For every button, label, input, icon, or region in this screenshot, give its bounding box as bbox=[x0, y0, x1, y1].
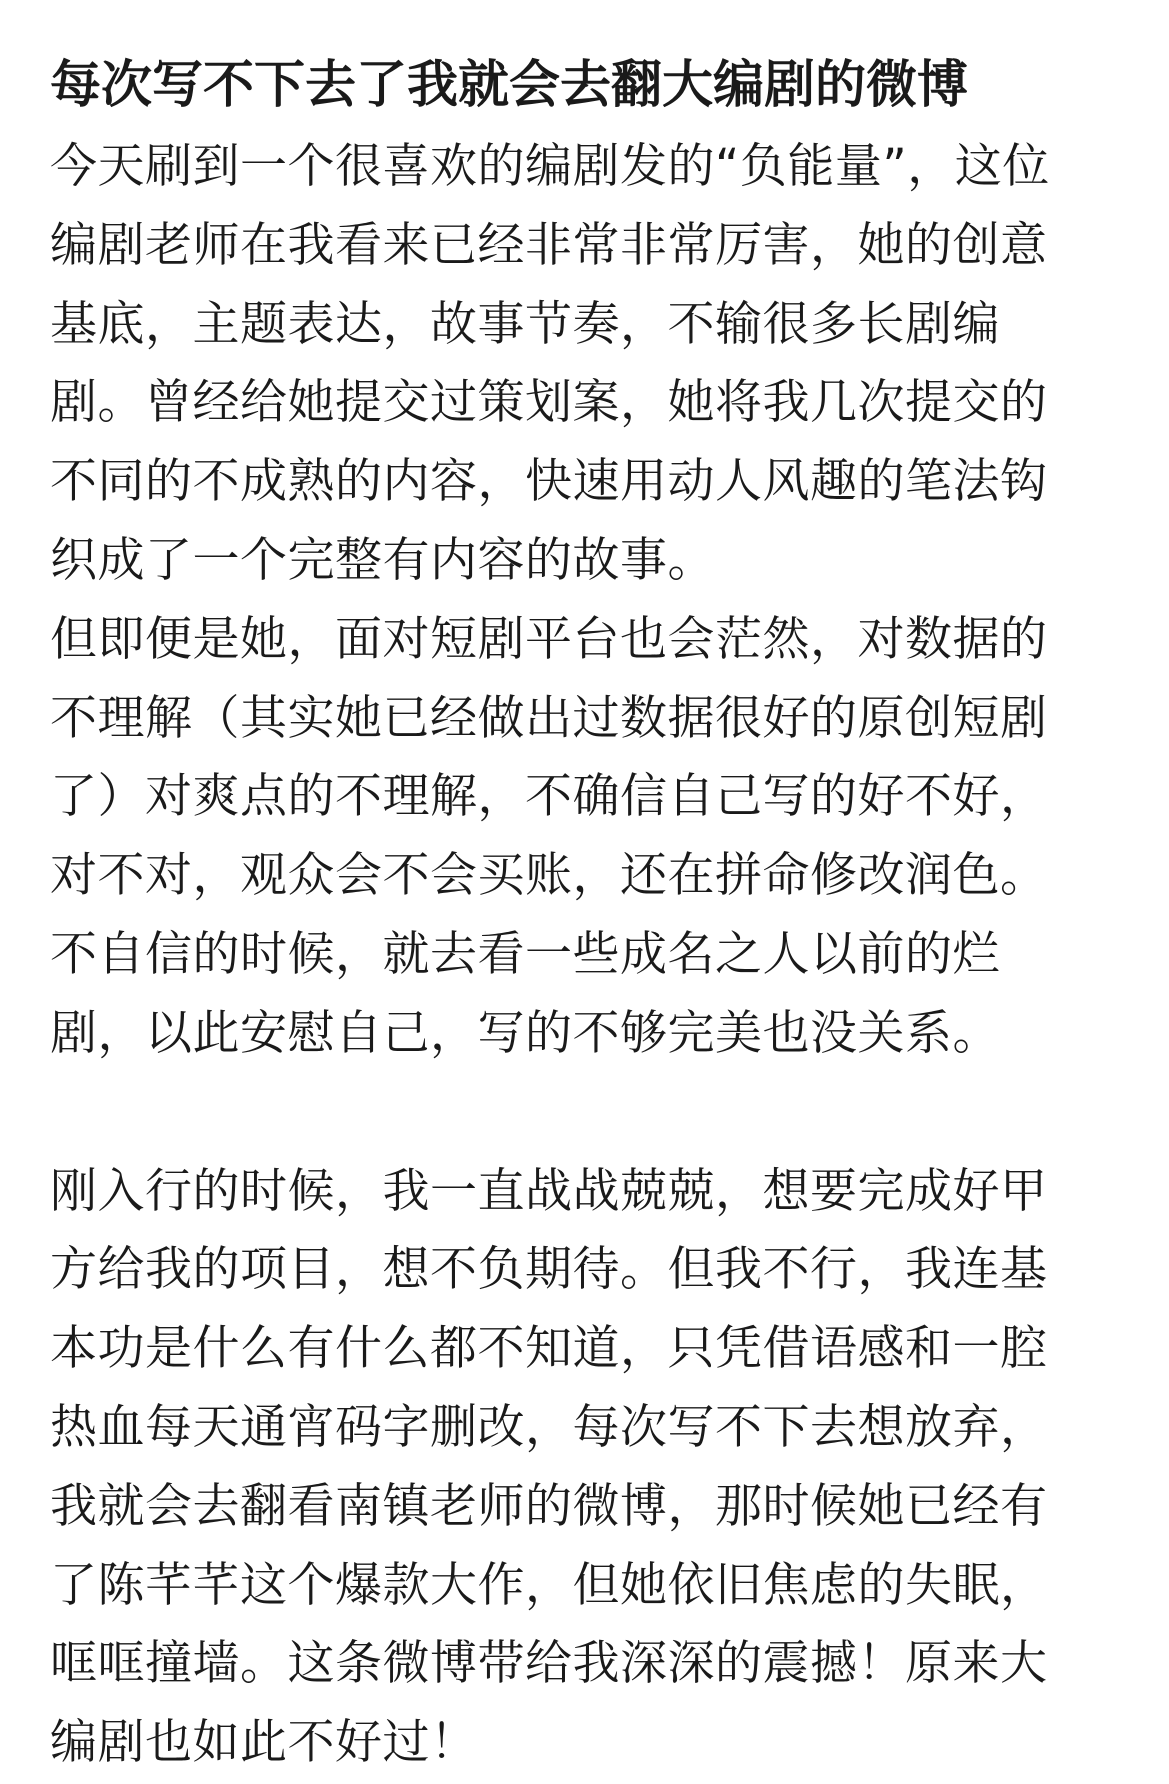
text-line: 了陈芊芊这个爆款大作，但她依旧焦虑的失眠， bbox=[50, 1557, 1048, 1613]
text-line: 剧，以此安慰自己，写的不够完美也没关系。 bbox=[50, 1005, 1000, 1061]
paragraph-gap bbox=[50, 1074, 1129, 1153]
post-title: 每次写不下去了我就会去翻大编剧的微博 bbox=[50, 56, 969, 115]
text-line: 今天刷到一个很喜欢的编剧发的“负能量”，这位 bbox=[50, 139, 1050, 194]
text-line: 不理解（其实她已经做出过数据很好的原创短剧 bbox=[50, 690, 1048, 746]
text-line: 不自信的时候，就去看一些成名之人以前的烂 bbox=[50, 926, 1000, 982]
text-line: 本功是什么有什么都不知道，只凭借语感和一腔 bbox=[50, 1321, 1048, 1377]
text-line: 基底，主题表达，故事节奏，不输很多长剧编 bbox=[50, 296, 1000, 352]
post-paragraph-1 bbox=[50, 128, 1129, 1074]
text-line: 编剧也如此不好过！ bbox=[50, 1715, 478, 1771]
text-line: 方给我的项目，想不负期待。但我不行，我连基 bbox=[50, 1242, 1048, 1298]
text-line: 不同的不成熟的内容，快速用动人风趣的笔法钩 bbox=[50, 454, 1048, 510]
text-line: 但即便是她，面对短剧平台也会茫然，对数据的 bbox=[50, 611, 1048, 667]
text-line: 了）对爽点的不理解，不确信自己写的好不好， bbox=[50, 769, 1048, 825]
text-line: 对不对，观众会不会买账，还在拼命修改润色。 bbox=[50, 848, 1048, 904]
text-line: 热血每天通宵码字删改，每次写不下去想放弃， bbox=[50, 1399, 1048, 1455]
text-line: 哐哐撞墙。这条微博带给我深深的震撼！原来大 bbox=[50, 1636, 1048, 1692]
post-paragraph-2 bbox=[50, 1153, 1129, 1783]
text-line: 编剧老师在我看来已经非常非常厉害，她的创意 bbox=[50, 217, 1048, 273]
text-line: 剧。曾经给她提交过策划案，她将我几次提交的 bbox=[50, 375, 1048, 431]
text-line: 我就会去翻看南镇老师的微博，那时候她已经有 bbox=[50, 1478, 1048, 1534]
text-line: 刚入行的时候，我一直战战兢兢，想要完成好甲 bbox=[50, 1163, 1048, 1219]
text-line: 织成了一个完整有内容的故事。 bbox=[50, 532, 715, 588]
